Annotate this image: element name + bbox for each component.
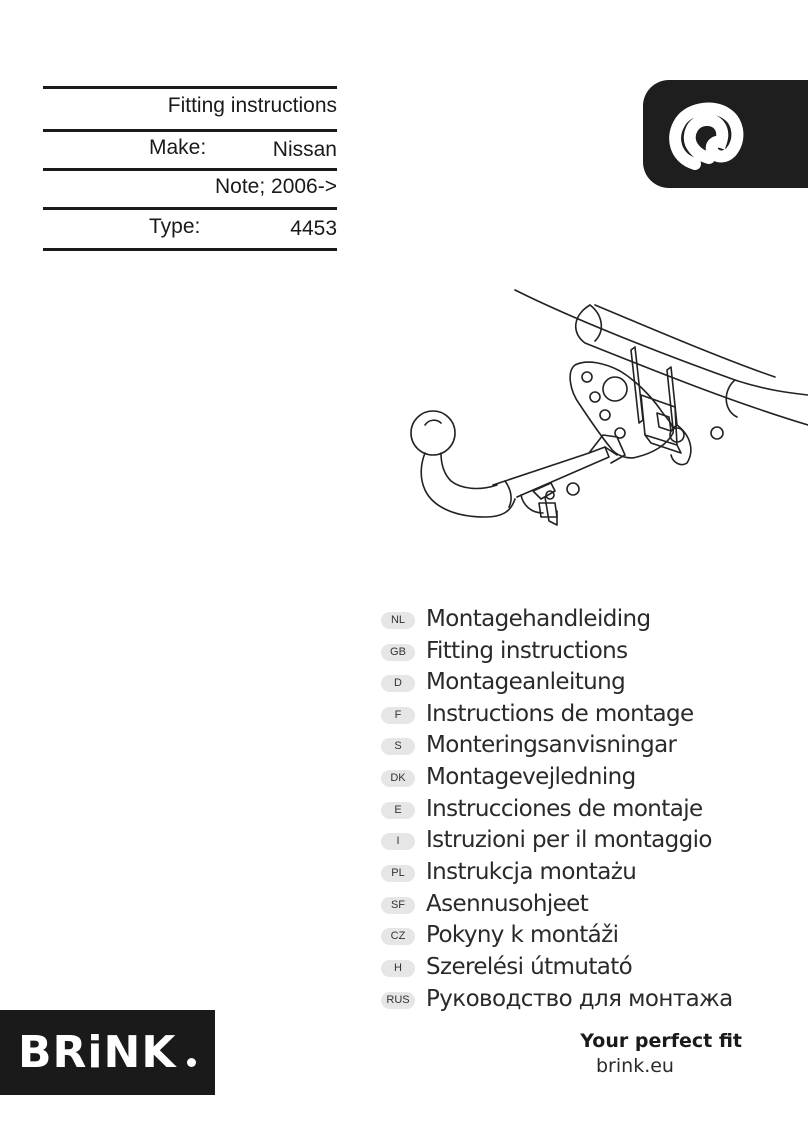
make-label: Make:	[149, 136, 207, 159]
list-item	[381, 858, 801, 886]
list-item	[381, 795, 801, 823]
language-title: Istruzioni per il montaggio	[426, 827, 712, 853]
language-title: Instrucciones de montaje	[426, 796, 703, 822]
list-item	[381, 637, 801, 665]
document-title: Fitting instructions	[167, 94, 337, 117]
brand-name: BRiNK	[18, 1027, 177, 1078]
brand-logo	[0, 1010, 215, 1095]
language-code-badge: S	[381, 738, 415, 755]
list-item	[381, 985, 801, 1013]
language-code-badge: CZ	[381, 928, 415, 945]
language-code-badge: D	[381, 675, 415, 692]
language-title: Asennusohjeet	[426, 891, 589, 917]
list-item	[381, 921, 801, 949]
language-title: Montagehandleiding	[426, 606, 651, 632]
list-item	[381, 700, 801, 728]
type-value: 4453	[290, 217, 337, 240]
list-item	[381, 731, 801, 759]
language-title: Monteringsanvisningar	[426, 732, 677, 758]
language-code-badge: E	[381, 802, 415, 819]
brand-dot-icon	[187, 1058, 196, 1067]
brink-hook-logo-icon	[665, 100, 751, 170]
list-item	[381, 668, 801, 696]
language-title: Instrukcja montażu	[426, 859, 637, 885]
type-label: Type:	[149, 215, 201, 238]
header-rule	[43, 207, 337, 210]
header-rule	[43, 248, 337, 251]
language-title: Fitting instructions	[426, 638, 628, 664]
brand-tagline: Your perfect fit	[580, 1030, 742, 1052]
language-code-badge: SF	[381, 897, 415, 914]
language-title: Szerelési útmutató	[426, 954, 633, 980]
language-title: Montagevejledning	[426, 764, 636, 790]
website-text: brink.eu	[596, 1055, 674, 1077]
list-item	[381, 890, 801, 918]
list-item	[381, 763, 801, 791]
header-rule	[43, 168, 337, 171]
language-title: Руководство для монтажа	[426, 986, 733, 1012]
language-code-badge: F	[381, 707, 415, 724]
towbar-assembly-illustration	[405, 285, 808, 545]
list-item	[381, 826, 801, 854]
language-code-badge: H	[381, 960, 415, 977]
language-title: Montageanleitung	[426, 669, 626, 695]
language-code-badge: I	[381, 833, 415, 850]
language-code-badge: PL	[381, 865, 415, 882]
brand-logo-tab	[643, 80, 808, 188]
language-title: Pokyny k montáži	[426, 922, 619, 948]
language-code-badge: GB	[381, 644, 415, 661]
header-rule	[43, 86, 337, 89]
language-code-badge: RUS	[381, 992, 415, 1009]
header-rule	[43, 129, 337, 132]
list-item	[381, 953, 801, 981]
list-item	[381, 605, 801, 633]
model-value: Note; 2006->	[214, 175, 337, 198]
language-title: Instructions de montage	[426, 701, 694, 727]
language-code-badge: DK	[381, 770, 415, 787]
make-value: Nissan	[272, 138, 337, 161]
language-code-badge: NL	[381, 612, 415, 629]
